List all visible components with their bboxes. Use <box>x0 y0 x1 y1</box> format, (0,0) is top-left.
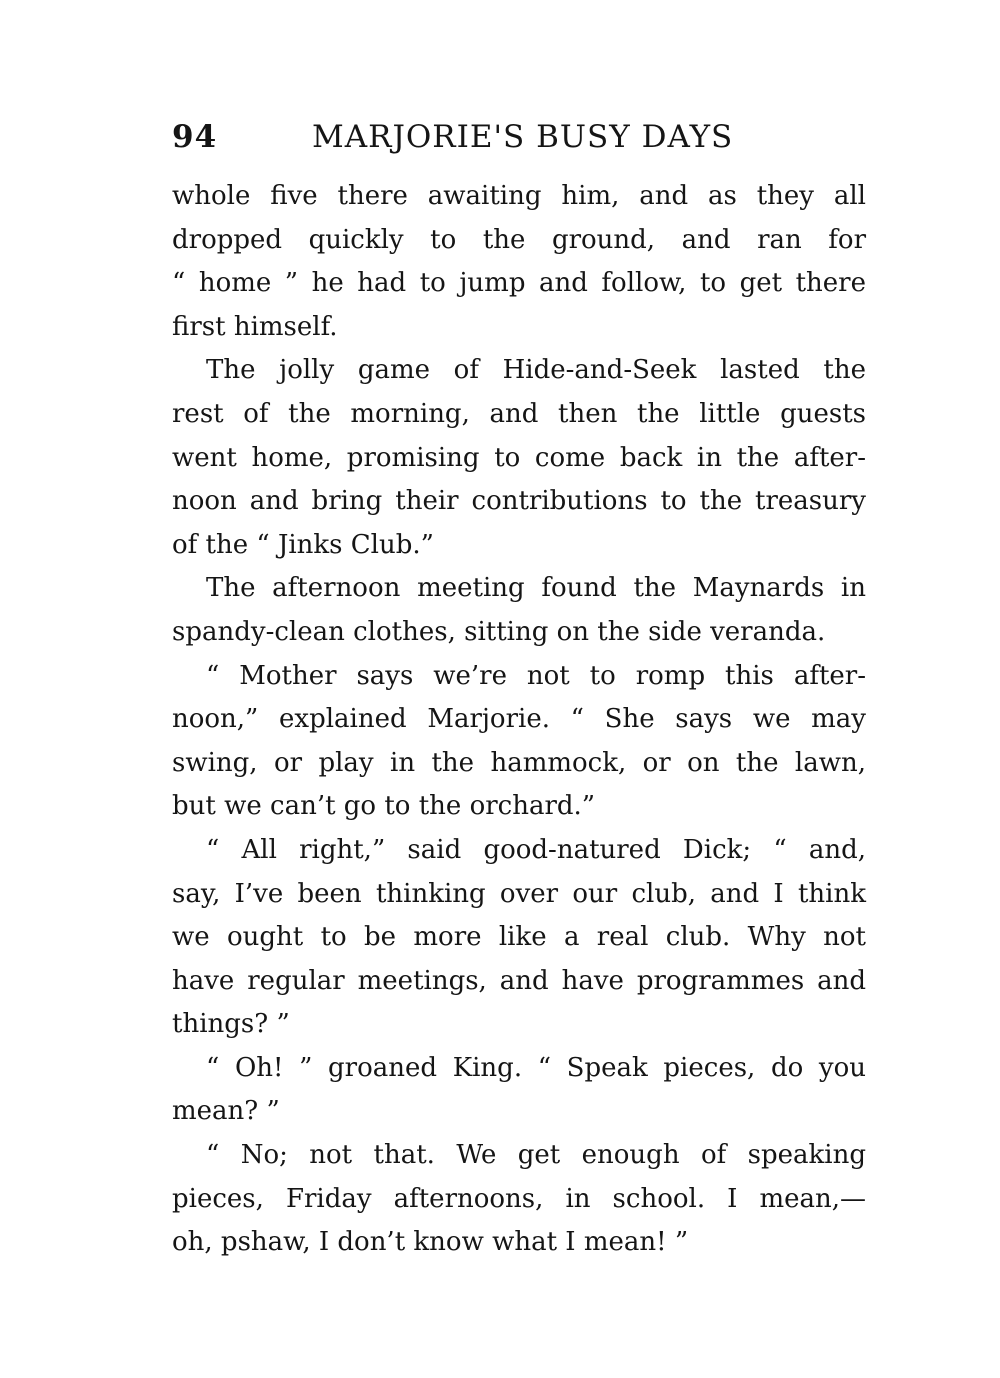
text-line: we ought to be more like a real club. Why not <box>172 922 866 953</box>
text-line: first himself. <box>172 311 338 342</box>
text-line: “ Oh! ” groaned King. “ Speak pieces, do you <box>206 1052 866 1083</box>
text-line: have regular meetings, and have programmes and <box>172 965 866 996</box>
text-line: noon and bring their contributions to the treasury <box>172 486 866 517</box>
text-line: “ home ” he had to jump and follow, to get there <box>172 268 866 299</box>
text-line: spandy-clean clothes, sitting on the side veranda. <box>172 616 826 647</box>
text-line: whole five there awaiting him, and as they all <box>172 181 866 211</box>
text-line: dropped quickly to the ground, and ran for <box>172 224 866 255</box>
page-number: 94 <box>172 119 218 155</box>
text-line: The jolly game of Hide-and-Seek lasted the <box>206 355 866 386</box>
text-line: rest of the morning, and then the little guests <box>172 398 866 429</box>
running-title: MARJORIE'S BUSY DAYS <box>312 119 734 155</box>
page-header <box>172 112 872 162</box>
text-line: say, I’ve been thinking over our club, and I think <box>172 878 866 909</box>
text-line: mean? ” <box>172 1096 280 1127</box>
text-line: “ All right,” said good-natured Dick; “ and, <box>206 834 866 865</box>
text-line: “ Mother says we’re not to romp this after- <box>206 660 866 691</box>
body-text <box>172 175 866 1265</box>
text-line: pieces, Friday afternoons, in school. I mean,— <box>172 1183 866 1214</box>
text-line: “ No; not that. We get enough of speaking <box>206 1140 866 1171</box>
text-line: went home, promising to come back in the after- <box>172 442 866 473</box>
text-line: oh, pshaw, I don’t know what I mean! ” <box>172 1227 689 1258</box>
text-line: but we can’t go to the orchard.” <box>172 791 596 822</box>
text-line: The afternoon meeting found the Maynards in <box>206 573 866 604</box>
text-line: noon,” explained Marjorie. “ She says we may <box>172 704 866 735</box>
text-line: things? ” <box>172 1009 290 1040</box>
text-line: of the “ Jinks Club.” <box>172 529 434 560</box>
text-line: swing, or play in the hammock, or on the lawn, <box>172 747 866 778</box>
